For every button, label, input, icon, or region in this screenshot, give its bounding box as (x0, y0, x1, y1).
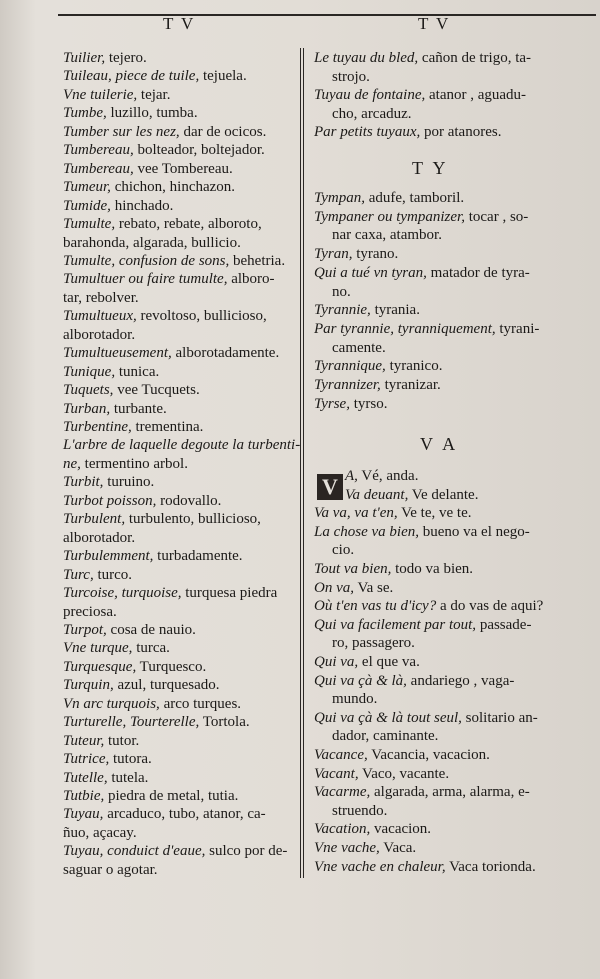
headword: Tumultueusement, (63, 345, 172, 362)
headword: La chose va bien, (314, 523, 419, 540)
headword: Turcoise, turquoise, (63, 585, 182, 602)
dictionary-entry (332, 284, 351, 301)
headword: Tympan, (314, 190, 365, 206)
translation: Vaco, vacante. (358, 765, 450, 782)
headword: Tuteur, (63, 732, 105, 749)
headword: ne, (63, 455, 81, 472)
translation: tunica. (115, 363, 160, 380)
column-rule (303, 48, 304, 878)
dictionary-entry (63, 677, 220, 694)
dictionary-entry (332, 635, 415, 652)
headword: Vacant, (314, 765, 359, 782)
dictionary-entry (63, 290, 139, 307)
headword: Va va, va t'en, (314, 505, 398, 522)
dictionary-entry (314, 396, 387, 413)
headword: Tumbe, (63, 105, 107, 122)
dictionary-entry (314, 598, 543, 615)
dictionary-entry (345, 468, 418, 485)
dictionary-entry (314, 377, 441, 394)
dictionary-entry (63, 806, 266, 823)
dictionary-entry (63, 640, 170, 657)
dictionary-entry (63, 622, 196, 639)
headword: Tuyau, (63, 806, 104, 823)
dictionary-entry (63, 161, 233, 178)
translation: solitario an- (461, 709, 538, 726)
headword: Tyrannizer, (314, 377, 381, 393)
translation: sulco por de- (205, 843, 288, 860)
translation: tyrano. (352, 246, 399, 263)
dictionary-entry (332, 69, 370, 86)
dictionary-entry (314, 654, 420, 671)
translation: Vé, anda. (357, 468, 419, 484)
translation: struendo. (332, 802, 388, 819)
translation: tyrso. (349, 395, 388, 412)
dictionary-entry (63, 419, 203, 436)
translation: bueno va el nego- (418, 523, 530, 540)
headword: Vn arc turquois, (63, 695, 160, 712)
headword: Tunique, (63, 363, 116, 380)
translation: vee Tucquets. (113, 382, 200, 399)
headword: Tout va bien, (314, 561, 392, 577)
translation: tejero. (105, 50, 147, 66)
headword: Qui va, (314, 654, 359, 670)
translation: algarada, arma, alarma, e- (370, 784, 530, 801)
translation: turca. (132, 640, 170, 657)
translation: cho, arcaduz. (332, 105, 412, 122)
translation: bolteador, boltejador. (133, 142, 265, 159)
translation: strojo. (332, 68, 370, 85)
translation: hinchado. (110, 197, 174, 214)
translation: a do vas de aqui? (436, 598, 544, 615)
dictionary-entry (63, 327, 135, 344)
running-head-left: T V (163, 14, 196, 33)
headword: Qui a tué vn tyran, (314, 264, 427, 281)
dictionary-entry (63, 235, 241, 252)
section-heading-va: V A (420, 434, 459, 454)
translation: Ve te, ve te. (397, 505, 472, 522)
headword: Tuyau de fontaine, (314, 87, 426, 104)
dictionary-entry (63, 216, 262, 233)
dictionary-entry (63, 474, 154, 491)
dictionary-entry (314, 524, 530, 541)
translation: revoltoso, bullicioso, (136, 308, 267, 325)
headword: Le tuyau du bled, (314, 50, 419, 66)
dictionary-entry (332, 340, 386, 357)
dictionary-entry (314, 821, 431, 838)
dictionary-entry (63, 511, 261, 528)
headword: Turbulemment, (63, 548, 154, 565)
translation: passade- (476, 616, 532, 633)
header-rule (58, 14, 596, 16)
dictionary-entry (314, 617, 531, 634)
dictionary-entry (314, 87, 526, 104)
dictionary-entry (314, 124, 501, 141)
headword: Tyrannie, (314, 302, 371, 319)
translation: todo va bien. (391, 561, 474, 577)
translation: Va se. (354, 579, 394, 596)
dictionary-entry (314, 505, 471, 522)
translation: tyranico. (385, 358, 443, 375)
headword: Qui va çà & là, (314, 672, 407, 689)
headword: Turquesque, (63, 658, 137, 675)
translation: Turquesco. (136, 658, 207, 675)
dictionary-entry (63, 308, 267, 325)
dictionary-entry (332, 227, 442, 244)
headword: Tumulte, confusion de sons, (63, 252, 230, 269)
headword: Turturelle, Tourterelle, (63, 714, 200, 731)
headword: Où t'en vas tu d'icy? (314, 598, 437, 615)
translation: termentino arbol. (80, 455, 188, 472)
dictionary-entry (314, 673, 514, 690)
dictionary-entry (345, 487, 478, 504)
headword: Qui va çà & là tout seul, (314, 709, 462, 726)
headword: Va deuant, (345, 486, 409, 503)
translation: arcaduco, tubo, atanor, ca- (103, 806, 266, 823)
dictionary-entry (332, 106, 412, 123)
dictionary-entry (63, 530, 135, 547)
headword: Turquin, (63, 677, 114, 694)
headword: Tuilier, (63, 50, 106, 66)
dictionary-entry (63, 198, 173, 215)
translation: ro, passagero. (332, 635, 415, 652)
dictionary-entry (63, 345, 279, 362)
translation: camente. (332, 339, 386, 356)
translation: preciosa. (63, 603, 117, 620)
headword: Turban, (63, 400, 111, 417)
dictionary-entry (63, 825, 137, 842)
dictionary-entry (63, 751, 152, 768)
section-heading-ty: T Y (412, 158, 449, 178)
headword: Tympaner ou tympanizer, (314, 208, 465, 225)
dictionary-entry (314, 784, 530, 801)
dictionary-entry (63, 604, 117, 621)
headword: Tyrse, (314, 395, 350, 412)
dictionary-entry (314, 302, 420, 319)
translation: rodovallo. (156, 492, 222, 509)
translation: alborotador. (63, 326, 136, 343)
translation: no. (332, 283, 351, 300)
translation: dador, caminante. (332, 728, 439, 745)
dictionary-entry (332, 691, 377, 708)
translation: chichon, hinchazon. (110, 179, 236, 196)
headword: Tuyau, conduict d'eaue, (63, 843, 206, 860)
translation: tejuela. (199, 68, 247, 85)
translation: arco turques. (159, 695, 242, 712)
decorated-initial: V (317, 474, 343, 500)
translation: tutor. (104, 732, 140, 749)
dictionary-entry (314, 50, 531, 67)
dictionary-entry (63, 659, 206, 676)
headword: Vne turque, (63, 640, 133, 657)
headword: Tumultueux, (63, 308, 137, 325)
dictionary-entry (314, 840, 416, 857)
dictionary-entry (63, 105, 198, 122)
dictionary-entry (332, 803, 387, 820)
translation: cio. (332, 542, 355, 559)
dictionary-entry (63, 770, 148, 787)
translation: saguar o agotar. (63, 861, 158, 878)
headword: Tumultuer ou faire tumulte, (63, 271, 228, 288)
headword: Turbot poisson, (63, 492, 157, 509)
translation: tocar , so- (464, 208, 529, 225)
headword: Vacance, (314, 747, 368, 763)
translation: tutora. (109, 751, 152, 768)
headword: Turc, (63, 566, 94, 583)
headword: Tumbereau, (63, 160, 134, 177)
dictionary-entry (63, 179, 235, 196)
translation: alboro- (227, 271, 275, 288)
dictionary-entry (314, 766, 449, 783)
dictionary-entry (63, 548, 243, 565)
headword: Turbit, (63, 474, 104, 491)
dictionary-entry (63, 567, 132, 584)
headword: A, (345, 468, 358, 484)
translation: atanor , aguadu- (425, 87, 527, 104)
dictionary-entry (63, 142, 265, 159)
headword: Tutbie, (63, 788, 105, 804)
translation: piedra de metal, tutia. (104, 788, 239, 804)
headword: Tyran, (314, 246, 353, 263)
headword: Tumeur, (63, 179, 111, 196)
translation: turbante. (110, 400, 167, 417)
dictionary-entry (314, 358, 442, 375)
dictionary-entry (314, 710, 538, 727)
dictionary-entry (63, 68, 247, 85)
translation: turuino. (103, 474, 155, 491)
headword: Vne vache en chaleur, (314, 858, 446, 875)
translation: adufe, tamboril. (364, 190, 465, 206)
headword: Qui va facilement par tout, (314, 616, 477, 633)
translation: trementina. (131, 419, 204, 435)
translation: Vaca. (379, 840, 417, 856)
headword: L'arbre de laquelle degoute la turbenti- (63, 437, 301, 454)
translation: tyrani- (495, 320, 540, 337)
translation: alborotador. (63, 529, 136, 546)
dictionary-entry (314, 859, 536, 876)
headword: Tumbereau, (63, 142, 134, 159)
dictionary-entry (63, 696, 241, 713)
dictionary-entry (63, 437, 300, 454)
translation: cosa de nauio. (106, 621, 196, 638)
dictionary-entry (63, 401, 167, 418)
dictionary-entry (314, 265, 530, 282)
translation: rebato, rebate, alboroto, (115, 216, 262, 233)
translation: behetria. (229, 252, 286, 269)
headword: Turpot, (63, 621, 107, 638)
dictionary-entry (63, 382, 200, 399)
headword: Tuquets, (63, 382, 114, 399)
translation: Vacancia, vacacion. (367, 747, 490, 763)
translation: Vaca torionda. (445, 858, 536, 875)
headword: On va, (314, 579, 354, 596)
translation: vacacion. (370, 821, 432, 838)
dictionary-entry (63, 733, 139, 750)
translation: tutela. (107, 769, 149, 786)
translation: el que va. (358, 654, 420, 670)
running-head-right: T V (418, 14, 451, 33)
dictionary-entry (63, 271, 275, 288)
translation: mundo. (332, 691, 378, 708)
translation: turbulento, bullicioso, (125, 511, 261, 528)
dictionary-entry (63, 87, 170, 104)
dictionary-entry (63, 843, 287, 860)
dictionary-entry (314, 747, 490, 764)
dictionary-entry (314, 190, 464, 207)
dictionary-entry (332, 728, 438, 745)
translation: azul, turquesado. (113, 677, 220, 694)
headword: Tutelle, (63, 769, 108, 786)
dictionary-entry (63, 364, 159, 381)
translation: barahonda, algarada, bullicio. (63, 234, 241, 251)
dictionary-entry (63, 788, 238, 805)
translation: tyranizar. (380, 377, 441, 393)
headword: Vne vache, (314, 840, 380, 856)
headword: Tuileau, piece de tuile, (63, 68, 200, 85)
translation: tyrania. (370, 302, 420, 319)
headword: Vacarme, (314, 784, 371, 801)
translation: dar de ocicos. (179, 123, 267, 140)
dictionary-entry (63, 253, 285, 270)
dictionary-entry (63, 50, 147, 67)
dictionary-entry (63, 862, 158, 879)
dictionary-entry (314, 561, 473, 578)
translation: Tortola. (199, 714, 250, 731)
dictionary-entry (63, 714, 250, 731)
dictionary-entry (314, 321, 539, 338)
translation: alborotadamente. (171, 345, 280, 362)
headword: Tumulte, (63, 216, 116, 233)
headword: Vne tuilerie, (63, 86, 138, 103)
translation: turco. (93, 566, 133, 583)
dictionary-entry (314, 209, 528, 226)
translation: turquesa piedra (181, 585, 278, 602)
translation: tejar. (137, 86, 171, 103)
dictionary-entry (314, 580, 393, 597)
headword: Par tyrannie, tyranniquement, (314, 320, 496, 337)
translation: nar caxa, atambor. (332, 227, 442, 244)
dictionary-entry (314, 246, 398, 263)
headword: Par petits tuyaux, (314, 124, 421, 141)
headword: Tutrice, (63, 751, 110, 768)
translation: vee Tombereau. (133, 160, 233, 177)
headword: Turbentine, (63, 419, 132, 435)
column-rule (300, 48, 301, 878)
headword: Tyrannique, (314, 358, 386, 375)
translation: turbadamente. (153, 548, 243, 565)
headword: Vacation, (314, 821, 371, 838)
dictionary-entry (63, 456, 188, 473)
headword: Tumber sur les nez, (63, 123, 180, 140)
dictionary-entry (332, 542, 354, 559)
translation: ñuo, açacay. (63, 824, 137, 841)
translation: por atanores. (420, 124, 502, 141)
dictionary-entry (63, 585, 277, 602)
dictionary-entry (63, 493, 221, 510)
translation: luzillo, tumba. (106, 105, 198, 122)
translation: andariego , vaga- (406, 672, 515, 689)
translation: Ve delante. (408, 486, 479, 503)
translation: tar, rebolver. (63, 289, 139, 306)
headword: Tumide, (63, 197, 111, 214)
translation: matador de tyra- (426, 264, 530, 281)
translation: cañon de trigo, ta- (418, 50, 532, 66)
headword: Turbulent, (63, 511, 126, 528)
dictionary-entry (63, 124, 266, 141)
